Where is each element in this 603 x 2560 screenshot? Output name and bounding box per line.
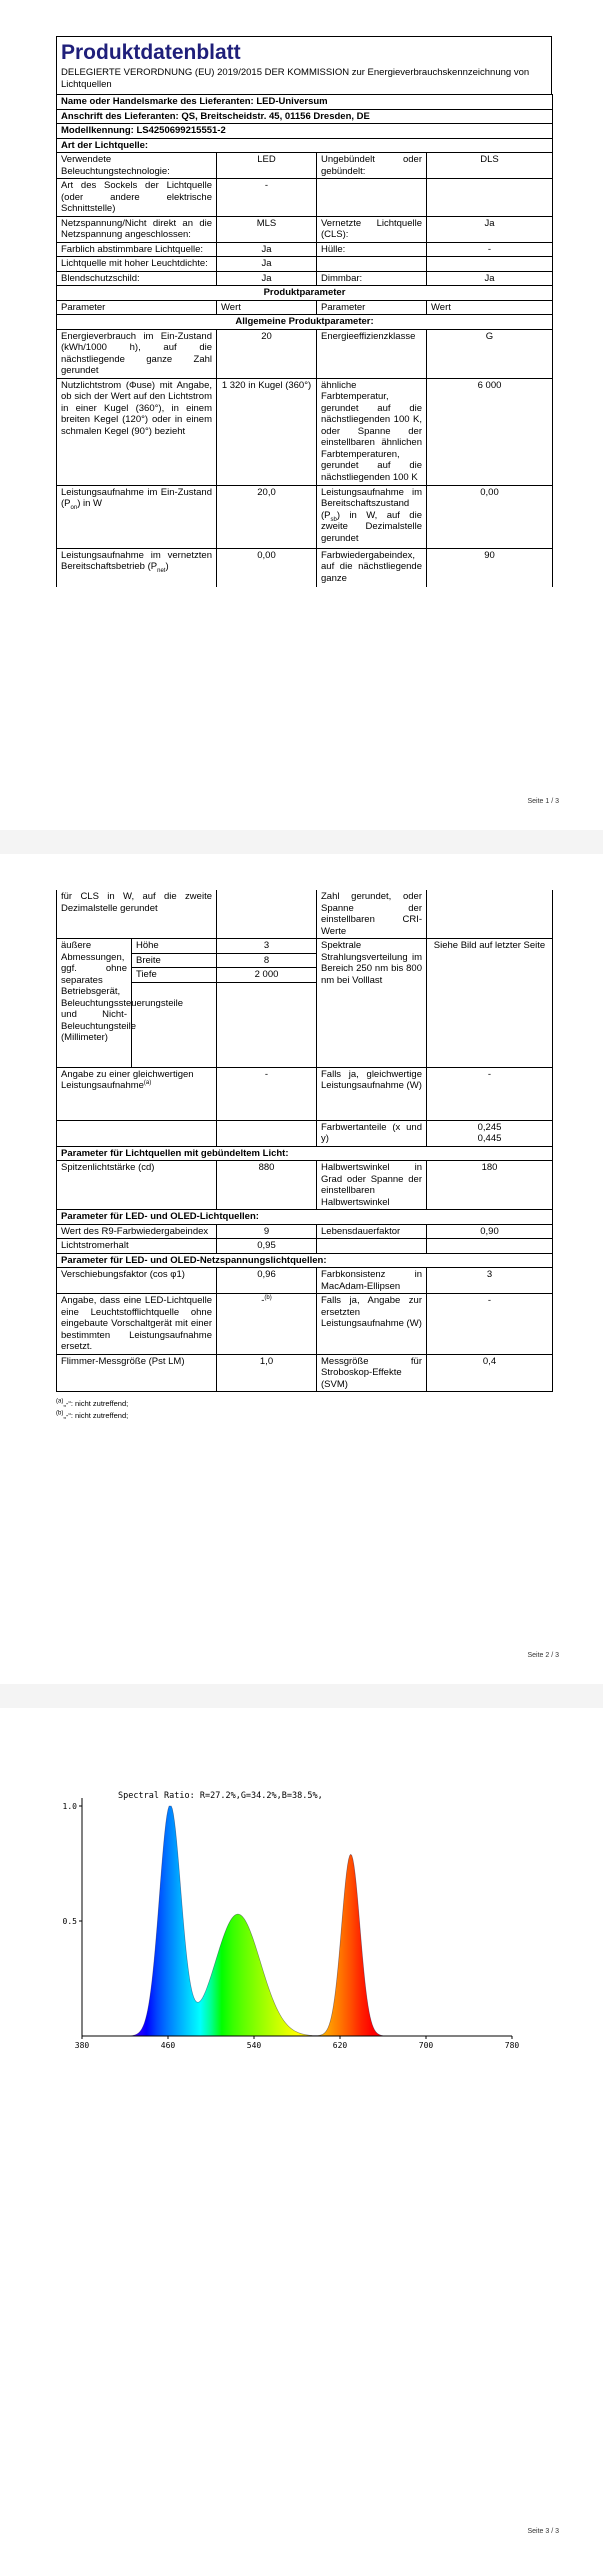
label-text: Leistungsaufnahme im Ein-Zustand (P	[61, 486, 212, 509]
y-tick-label: 0.5	[62, 1917, 77, 1926]
supplier-address: Anschrift des Lieferanten: QS, Breitscheidstr. 45, 01156 Dresden, DE	[57, 109, 553, 124]
param-value-empty	[427, 1239, 553, 1254]
footnote-mark: (b)	[264, 1294, 272, 1301]
param-value: 20,0	[217, 485, 317, 548]
footnotes	[56, 1398, 552, 1422]
param-label	[317, 257, 427, 272]
param-value	[217, 1294, 317, 1355]
spectrum-area	[82, 1806, 512, 2036]
param-label: Spitzenlichtstärke (cd)	[57, 1161, 217, 1210]
param-label: Zahl gerundet, oder Spanne der einstellbaren CRI-Werte	[317, 890, 427, 939]
table-row	[57, 1354, 553, 1392]
dimension-spacer	[132, 982, 217, 1067]
dimension-name: Tiefe	[132, 968, 217, 983]
param-value: Ja	[427, 271, 553, 286]
label-subscript: net	[157, 567, 166, 574]
x-tick-label: 780	[504, 2041, 520, 2050]
param-value: 0,00	[217, 548, 317, 587]
param-label: Messgröße für Stroboskop-Effekte (SVM)	[317, 1354, 427, 1392]
footnote-text: „-“: nicht zutreffend;	[63, 1399, 129, 1408]
spectrum-chart	[60, 1780, 540, 2070]
param-value	[427, 257, 553, 272]
param-value: DLS	[427, 153, 553, 179]
param-value: 0,95	[217, 1239, 317, 1254]
param-value: 880	[217, 1161, 317, 1210]
table-row	[57, 153, 553, 179]
param-value: Ja	[427, 216, 553, 242]
table-row	[57, 1224, 553, 1239]
page-2	[0, 854, 603, 1684]
table-row	[57, 242, 553, 257]
led-header: Parameter für LED- und OLED-Lichtquellen:	[57, 1210, 553, 1225]
param-value: 1 320 in Kugel (360°)	[217, 378, 317, 485]
table-row	[57, 1268, 553, 1294]
chromaticity-x: 0,245	[477, 1121, 502, 1133]
param-value: 0,4	[427, 1354, 553, 1392]
label-text: Angabe zu einer gleichwertigen Leistungsaufnahme	[61, 1068, 194, 1091]
param-label	[317, 485, 427, 548]
x-tick-label: 460	[160, 2041, 176, 2050]
y-tick-label: 1.0	[62, 1802, 77, 1811]
param-label: Angabe, dass eine LED-Lichtquelle eine Leuchtstofflichtquelle ohne eingebaute Vorschaltgerät mit einer bestimmten Leistungsaufnahme ersetzt.	[57, 1294, 217, 1355]
table-row	[57, 1067, 553, 1120]
param-value: 0,90	[427, 1224, 553, 1239]
param-label	[57, 485, 217, 548]
param-label: ähnliche Farbtemperatur, gerundet auf die nächstliegenden 100 K, oder Spanne der einstellbaren ähnlichen Farbtemperaturen, gerundet auf die nächstliegenden 100 K	[317, 378, 427, 485]
table-row	[57, 485, 553, 548]
param-label: Energieverbrauch im Ein-Zustand (kWh/1000 h), auf die nächstliegende ganze Zahl gerundet	[57, 329, 217, 378]
param-label: Dimmbar:	[317, 271, 427, 286]
supplier-row	[57, 95, 553, 110]
page-title: Produktdatenblatt	[56, 36, 552, 67]
spectrum-line	[82, 1806, 512, 2036]
section-header-row	[57, 1146, 553, 1161]
param-label-empty	[57, 1120, 217, 1146]
table-row	[57, 1120, 553, 1146]
param-label: Lichtstromerhalt	[57, 1239, 217, 1254]
column-header-param: Parameter	[57, 300, 217, 315]
param-value: -	[427, 1067, 553, 1120]
table-row	[57, 257, 553, 272]
table-row	[57, 1239, 553, 1254]
table-row	[57, 1294, 553, 1355]
param-label: Verwendete Beleuchtungstechnologie:	[57, 153, 217, 179]
param-value: 180	[427, 1161, 553, 1210]
label-text: Leistungsaufnahme im vernetzten Bereitschaftsbetrieb (P	[61, 549, 212, 572]
param-value: Ja	[217, 242, 317, 257]
dimension-spacer	[217, 982, 317, 1067]
param-label: Netzspannung/Nicht direkt an die Netzspannung angeschlossen:	[57, 216, 217, 242]
source-type-header: Art der Lichtquelle:	[57, 138, 553, 153]
table-row	[57, 890, 553, 939]
table-row	[57, 216, 553, 242]
param-label: Vernetzte Lichtquelle (CLS):	[317, 216, 427, 242]
param-value: 20	[217, 329, 317, 378]
footnote-mark: (b)	[56, 1410, 64, 1417]
param-value: MLS	[217, 216, 317, 242]
param-value: Ja	[217, 257, 317, 272]
param-value: -	[427, 242, 553, 257]
param-value	[427, 1120, 553, 1146]
table-row	[57, 271, 553, 286]
param-value: G	[427, 329, 553, 378]
x-tick-label: 540	[246, 2041, 262, 2050]
param-label: Falls ja, Angabe zur ersetzten Leistungsaufnahme (W)	[317, 1294, 427, 1355]
param-label: Nutzlichtstrom (Φuse) mit Angabe, ob sich der Wert auf den Lichtstrom in einer Kugel (360°), in einem breiten Kegel (120°) oder in einem schmalen Kegel (90°) bezieht	[57, 378, 217, 485]
dimension-value: 3	[217, 939, 317, 954]
param-label-empty	[317, 1239, 427, 1254]
x-tick-label: 620	[332, 2041, 348, 2050]
table-row	[57, 378, 553, 485]
param-label: Energieeffizienzklasse	[317, 329, 427, 378]
param-value: Siehe Bild auf letzter Seite	[427, 939, 553, 1068]
param-value: 6 000	[427, 378, 553, 485]
label-text: )	[165, 561, 169, 572]
value-text: -	[261, 1295, 265, 1306]
label-text: ) in W, auf die zweite Dezimalstelle gerundet	[321, 509, 422, 544]
page-number: Seite 1 / 3	[527, 798, 559, 805]
table-row	[57, 939, 553, 954]
chromaticity-y: 0,445	[477, 1133, 502, 1144]
param-value-empty	[427, 890, 553, 939]
param-value: -	[217, 179, 317, 217]
page-3	[0, 1708, 603, 2560]
param-label: Wert des R9-Farbwiedergabeindex	[57, 1224, 217, 1239]
param-value: 0,00	[427, 485, 553, 548]
param-value-empty	[217, 1120, 317, 1146]
param-value: 1,0	[217, 1354, 317, 1392]
general-params-header: Allgemeine Produktparameter:	[57, 315, 553, 330]
footnote	[56, 1410, 552, 1422]
param-label: Falls ja, gleichwertige Leistungsaufnahme (W)	[317, 1067, 427, 1120]
param-label: Farbkonsistenz in MacAdam-Ellipsen	[317, 1268, 427, 1294]
param-value: -	[427, 1294, 553, 1355]
column-header-value: Wert	[217, 300, 317, 315]
param-label	[317, 179, 427, 217]
model-row	[57, 124, 553, 139]
param-label: Art des Sockels der Lichtquelle (oder andere elektrische Schnittstelle)	[57, 179, 217, 217]
param-value: 90	[427, 548, 553, 587]
chart-title: Spectral Ratio: R=27.2%,G=34.2%,B=38.5%,	[118, 1791, 323, 1801]
section-header-row	[57, 1253, 553, 1268]
general-header-row	[57, 315, 553, 330]
param-label: Spektrale Strahlungsverteilung im Bereich 250 nm bis 800 nm bei Volllast	[317, 939, 427, 1068]
param-value: LED	[217, 153, 317, 179]
x-tick-label: 700	[418, 2041, 434, 2050]
param-label: Halbwertswinkel in Grad oder Spanne der einstellbaren Halbwertswinkel	[317, 1161, 427, 1210]
dimension-name: Breite	[132, 953, 217, 968]
regulation-subtitle: DELEGIERTE VERORDNUNG (EU) 2019/2015 DER KOMMISSION zur Energieverbrauchskennzeichnung von Lichtquellen	[56, 67, 552, 94]
label-subscript: sb	[330, 516, 337, 523]
param-value	[427, 179, 553, 217]
param-label	[57, 548, 217, 587]
param-label: Verschiebungsfaktor (cos φ1)	[57, 1268, 217, 1294]
column-header-value: Wert	[427, 300, 553, 315]
param-label: für CLS in W, auf die zweite Dezimalstelle gerundet	[57, 890, 217, 939]
dimension-value: 8	[217, 953, 317, 968]
table-row	[57, 548, 553, 587]
dimension-value: 2 000	[217, 968, 317, 983]
datasheet-part-1	[56, 36, 552, 587]
params-header-row	[57, 286, 553, 301]
param-label: Lebensdauerfaktor	[317, 1224, 427, 1239]
product-params-header: Produktparameter	[57, 286, 553, 301]
dimensions-label: äußere Abmessungen, ggf. ohne separates Betriebsgerät, Beleuchtungssteuerungsteile und Nicht-Beleuchtungsteile (Millimeter)	[57, 939, 132, 1068]
footnote	[56, 1398, 552, 1410]
page-number: Seite 3 / 3	[527, 2528, 559, 2535]
param-value: 0,96	[217, 1268, 317, 1294]
model-id: Modellkennung: LS4250699215551-2	[57, 124, 553, 139]
param-value: 9	[217, 1224, 317, 1239]
param-label: Blendschutzschild:	[57, 271, 217, 286]
param-label: Farbwiedergabeindex, auf die nächstliegende ganze	[317, 548, 427, 587]
footnote-mark: (a)	[56, 1398, 64, 1405]
mains-header: Parameter für LED- und OLED-Netzspannungslichtquellen:	[57, 1253, 553, 1268]
datasheet-part-2	[56, 890, 552, 1422]
column-header-row	[57, 300, 553, 315]
datasheet-table-1	[56, 94, 553, 587]
param-value: Ja	[217, 271, 317, 286]
param-label: Hülle:	[317, 242, 427, 257]
table-row	[57, 179, 553, 217]
param-label: Lichtquelle mit hoher Leuchtdichte:	[57, 257, 217, 272]
param-label: Farbwertanteile (x und y)	[317, 1120, 427, 1146]
dimension-name: Höhe	[132, 939, 217, 954]
supplier-name: Name oder Handelsmarke des Lieferanten: LED-Universum	[57, 95, 553, 110]
page-1	[0, 0, 603, 830]
directional-header: Parameter für Lichtquellen mit gebündeltem Licht:	[57, 1146, 553, 1161]
param-value: -	[217, 1067, 317, 1120]
address-row	[57, 109, 553, 124]
footnote-text: „-“: nicht zutreffend;	[63, 1411, 129, 1420]
param-value: 3	[427, 1268, 553, 1294]
param-label: Farblich abstimmbare Lichtquelle:	[57, 242, 217, 257]
datasheet-table-2	[56, 890, 553, 1392]
table-row	[57, 329, 553, 378]
section-header-row	[57, 1210, 553, 1225]
footnote-mark: (a)	[143, 1079, 152, 1086]
page-number: Seite 2 / 3	[527, 1652, 559, 1659]
param-label	[57, 1067, 217, 1120]
label-subscript: on	[70, 504, 78, 511]
source-type-header-row	[57, 138, 553, 153]
param-label: Flimmer-Messgröße (Pst LM)	[57, 1354, 217, 1392]
param-label: Ungebündelt oder gebündelt:	[317, 153, 427, 179]
x-tick-label: 380	[74, 2041, 90, 2050]
label-text: ) in W	[77, 498, 102, 509]
param-value-empty	[217, 890, 317, 939]
table-row	[57, 1161, 553, 1210]
column-header-param: Parameter	[317, 300, 427, 315]
label-text: Leistungsaufnahme im Bereitschaftszustand (P	[321, 486, 422, 521]
